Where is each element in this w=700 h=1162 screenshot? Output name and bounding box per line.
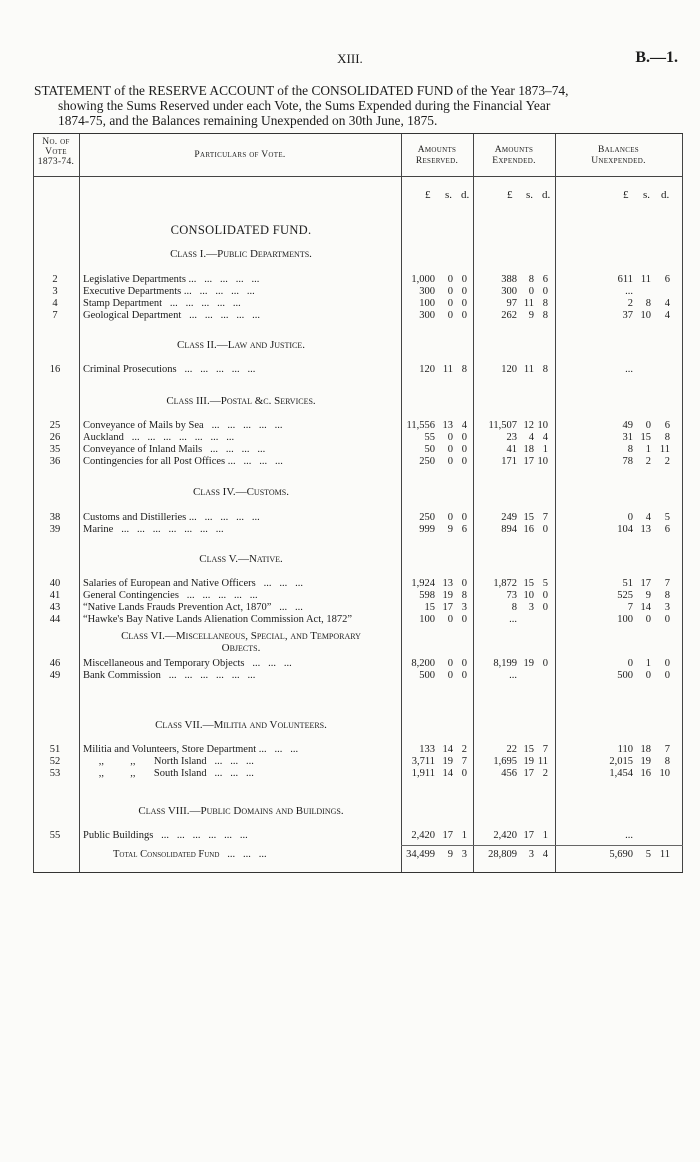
reserve-account-table bbox=[33, 133, 683, 873]
table-row bbox=[33, 744, 683, 756]
expended-pounds: 11,507 bbox=[488, 420, 517, 431]
expended-shillings: 15 bbox=[523, 512, 534, 523]
class-heading bbox=[81, 805, 401, 817]
particulars: Public Buildings ... ... ... ... ... ... bbox=[83, 830, 248, 841]
expended-pounds: 456 bbox=[501, 768, 517, 779]
vote-number: 26 bbox=[49, 432, 61, 443]
balances-column-header: Balances Unexpended. bbox=[591, 145, 646, 166]
balance-shillings: 16 bbox=[640, 768, 651, 779]
table-row bbox=[33, 830, 683, 842]
balance-shillings: 8 bbox=[645, 298, 651, 309]
reserved-pence: 0 bbox=[461, 670, 467, 681]
balance-shillings: 0 bbox=[645, 420, 651, 431]
particulars: Militia and Volunteers, Store Department ... ... ... bbox=[83, 744, 299, 755]
particulars: Auckland ... ... ... ... ... ... ... bbox=[83, 432, 235, 443]
particulars: Customs and Distilleries ... ... ... ... ... bbox=[83, 512, 260, 523]
expended-pounds: 73 bbox=[506, 590, 517, 601]
reserved-shillings: 0 bbox=[447, 444, 453, 455]
expended-pence: 1 bbox=[542, 444, 548, 455]
balance-pounds: 110 bbox=[617, 744, 633, 755]
statement-title-line-3: 1874-75, and the Balances remaining Unexpended on 30th June, 1875. bbox=[58, 113, 438, 128]
reserved-pence: 3 bbox=[461, 602, 467, 613]
reserved-pounds: 8,200 bbox=[411, 658, 435, 669]
statement-title bbox=[34, 83, 682, 128]
expended-pounds: 8 bbox=[511, 602, 517, 613]
expended-shillings: 11 bbox=[523, 298, 534, 309]
expended-pence: 0 bbox=[542, 602, 548, 613]
expended-pence-label: d. bbox=[542, 189, 551, 201]
expended-shillings: 17 bbox=[523, 768, 534, 779]
table-row bbox=[33, 310, 683, 322]
reserved-pounds: 50 bbox=[424, 444, 435, 455]
page-number: XIII. bbox=[337, 51, 363, 66]
reserved-pence: 0 bbox=[461, 298, 467, 309]
balance-pounds: ... bbox=[625, 830, 633, 841]
balance-pounds: 0 bbox=[627, 512, 633, 523]
table-row bbox=[33, 364, 683, 376]
balance-shillings: 4 bbox=[645, 512, 651, 523]
balance-pence: 10 bbox=[659, 768, 670, 779]
particulars: ,, ,, South Island ... ... ... bbox=[83, 768, 254, 779]
particulars: Stamp Department ... ... ... ... ... bbox=[83, 298, 241, 309]
balance-shillings: 0 bbox=[645, 614, 651, 625]
reserved-pounds: 250 bbox=[419, 512, 435, 523]
vote-column-header: No. of Vote 1873-74. bbox=[37, 137, 75, 167]
expended-pounds: 1,695 bbox=[493, 756, 517, 767]
table-row bbox=[33, 286, 683, 298]
reserved-pence: 0 bbox=[461, 456, 467, 467]
total-rule bbox=[401, 845, 683, 846]
class-heading-text: Class VIII.—Public Domains and Buildings. bbox=[138, 805, 344, 817]
balance-shillings: 18 bbox=[640, 744, 651, 755]
balance-shillings: 11 bbox=[640, 274, 651, 285]
vote-number: 49 bbox=[49, 670, 61, 681]
expended-pounds: 23 bbox=[506, 432, 517, 443]
reserved-pound-label: £ bbox=[425, 189, 431, 201]
balance-pounds: 0 bbox=[627, 658, 633, 669]
reserved-pounds: 300 bbox=[419, 310, 435, 321]
reserved-shillings: 19 bbox=[442, 756, 453, 767]
fund-title: CONSOLIDATED FUND. bbox=[170, 223, 312, 237]
expended-shillings: 17 bbox=[523, 456, 534, 467]
table-row bbox=[33, 670, 683, 682]
expended-shillings: 3 bbox=[528, 849, 534, 860]
particulars: Conveyance of Inland Mails ... ... ... ... bbox=[83, 444, 266, 455]
balance-shillings: 15 bbox=[640, 432, 651, 443]
expended-pounds: ... bbox=[509, 670, 517, 681]
expended-shillings: 15 bbox=[523, 744, 534, 755]
class-heading bbox=[81, 395, 401, 407]
reserved-pence: 0 bbox=[461, 658, 467, 669]
vote-number: 39 bbox=[49, 524, 61, 535]
vote-number: 25 bbox=[49, 420, 61, 431]
expended-pence: 0 bbox=[542, 286, 548, 297]
balance-pounds: 104 bbox=[617, 524, 633, 535]
particulars: Marine ... ... ... ... ... ... ... bbox=[83, 524, 224, 535]
expended-shillings: 0 bbox=[528, 286, 534, 297]
expended-pounds: 262 bbox=[501, 310, 517, 321]
expended-shillings: 15 bbox=[523, 578, 534, 589]
vote-number: 40 bbox=[49, 578, 61, 589]
expended-shillings: 18 bbox=[523, 444, 534, 455]
reserved-pounds: 100 bbox=[419, 614, 435, 625]
class-heading-text: Class VI.—Miscellaneous, Special, and Temporary bbox=[121, 630, 361, 642]
class-heading bbox=[81, 719, 401, 731]
table-row bbox=[33, 444, 683, 456]
reserved-pence: 1 bbox=[461, 830, 467, 841]
reserved-pence: 0 bbox=[461, 578, 467, 589]
reserved-pence: 4 bbox=[461, 420, 467, 431]
balance-pence: 0 bbox=[664, 614, 670, 625]
table-row bbox=[33, 298, 683, 310]
expended-pound-label: £ bbox=[507, 189, 513, 201]
expended-pounds: 171 bbox=[501, 456, 517, 467]
vote-number: 35 bbox=[49, 444, 61, 455]
expended-pounds: 22 bbox=[506, 744, 517, 755]
particulars: Bank Commission ... ... ... ... ... ... bbox=[83, 670, 256, 681]
expended-shillings: 9 bbox=[528, 310, 534, 321]
expended-pounds: 388 bbox=[501, 274, 517, 285]
balance-shillings: 1 bbox=[645, 444, 651, 455]
vote-number: 46 bbox=[49, 658, 61, 669]
expended-pounds: 249 bbox=[501, 512, 517, 523]
expended-shillings: 19 bbox=[523, 756, 534, 767]
class-heading bbox=[81, 486, 401, 498]
expended-pounds: 894 bbox=[501, 524, 517, 535]
reserved-pence: 3 bbox=[461, 849, 467, 860]
reserved-pounds: 34,499 bbox=[406, 849, 435, 860]
balance-pounds: 611 bbox=[617, 274, 633, 285]
balance-shilling-label: s. bbox=[643, 189, 651, 201]
table-row bbox=[33, 456, 683, 468]
vote-number: 52 bbox=[49, 756, 61, 767]
balance-shillings: 0 bbox=[645, 670, 651, 681]
reserved-pence: 0 bbox=[461, 286, 467, 297]
expended-pounds: 300 bbox=[501, 286, 517, 297]
reserved-shillings: 14 bbox=[442, 744, 453, 755]
balance-shillings: 19 bbox=[640, 756, 651, 767]
reserved-pounds: 999 bbox=[419, 524, 435, 535]
balance-pounds: 525 bbox=[617, 590, 633, 601]
vote-number: 51 bbox=[49, 744, 61, 755]
expended-pounds: 28,809 bbox=[488, 849, 517, 860]
reserved-pounds: 100 bbox=[419, 298, 435, 309]
reserved-pounds: 11,556 bbox=[406, 420, 435, 431]
balance-pence: 8 bbox=[664, 756, 670, 767]
reserved-shillings: 0 bbox=[447, 310, 453, 321]
reserved-pounds: 1,924 bbox=[411, 578, 435, 589]
particulars: Geological Department ... ... ... ... ... bbox=[83, 310, 261, 321]
class-heading-text: Class V.—Native. bbox=[199, 553, 283, 565]
expended-pence: 7 bbox=[542, 512, 548, 523]
reserved-pence: 0 bbox=[461, 274, 467, 285]
reserved-pence: 0 bbox=[461, 432, 467, 443]
particulars: Conveyance of Mails by Sea ... ... ... ... ... bbox=[83, 420, 283, 431]
balance-shillings: 13 bbox=[640, 524, 651, 535]
reserved-shillings: 0 bbox=[447, 614, 453, 625]
balance-pence: 3 bbox=[664, 602, 670, 613]
expended-pounds: ... bbox=[509, 614, 517, 625]
reserved-column-header: Amounts Reserved. bbox=[415, 145, 459, 166]
vote-number: 38 bbox=[49, 512, 61, 523]
particulars: “Native Lands Frauds Prevention Act, 1870” ... ... bbox=[83, 602, 303, 613]
statement-title-line-1: STATEMENT of the RESERVE ACCOUNT of the CONSOLIDATED FUND of the Year 1873–74, bbox=[34, 83, 569, 98]
balance-pence: 11 bbox=[659, 849, 670, 860]
balance-pounds: ... bbox=[625, 364, 633, 375]
balance-pence: 0 bbox=[664, 658, 670, 669]
balance-pence: 7 bbox=[664, 744, 670, 755]
vote-number: 43 bbox=[49, 602, 61, 613]
balance-pence: 6 bbox=[664, 274, 670, 285]
reserved-shillings: 0 bbox=[447, 298, 453, 309]
reserved-pounds: 1,000 bbox=[411, 274, 435, 285]
reserved-shillings: 13 bbox=[442, 578, 453, 589]
vote-number: 41 bbox=[49, 590, 61, 601]
class-heading-text: Class VII.—Militia and Volunteers. bbox=[155, 719, 327, 731]
reserved-shillings: 9 bbox=[447, 849, 453, 860]
vote-number: 7 bbox=[52, 310, 58, 321]
balance-pounds: 7 bbox=[627, 602, 633, 613]
balance-pence: 6 bbox=[664, 524, 670, 535]
table-row bbox=[33, 590, 683, 602]
expended-pence: 0 bbox=[542, 658, 548, 669]
particulars: Executive Departments ... ... ... ... ... bbox=[83, 286, 255, 297]
vote-number: 3 bbox=[52, 286, 58, 297]
expended-pence: 10 bbox=[537, 456, 548, 467]
reserved-pence: 0 bbox=[461, 768, 467, 779]
balance-pounds: 37 bbox=[622, 310, 633, 321]
balance-pence: 7 bbox=[664, 578, 670, 589]
expended-pence: 8 bbox=[542, 364, 548, 375]
particulars: Salaries of European and Native Officers ... ... ... bbox=[83, 578, 303, 589]
balance-shillings: 17 bbox=[640, 578, 651, 589]
reserved-pence: 0 bbox=[461, 512, 467, 523]
reserved-pounds: 300 bbox=[419, 286, 435, 297]
balance-pound-label: £ bbox=[623, 189, 629, 201]
table-row bbox=[33, 756, 683, 768]
total-row bbox=[33, 849, 683, 861]
expended-shilling-label: s. bbox=[526, 189, 534, 201]
balance-pence: 5 bbox=[664, 512, 670, 523]
class-heading bbox=[81, 248, 401, 260]
expended-pence: 7 bbox=[542, 744, 548, 755]
expended-pounds: 8,199 bbox=[493, 658, 517, 669]
balance-shillings: 1 bbox=[645, 658, 651, 669]
reserved-shillings: 14 bbox=[442, 768, 453, 779]
reserved-shillings: 0 bbox=[447, 286, 453, 297]
reserved-pence: 0 bbox=[461, 444, 467, 455]
expended-pence: 5 bbox=[542, 578, 548, 589]
balance-pounds: 51 bbox=[622, 578, 633, 589]
balance-pounds: 1,454 bbox=[609, 768, 633, 779]
expended-shillings: 19 bbox=[523, 658, 534, 669]
vote-number: 44 bbox=[49, 614, 61, 625]
expended-pence: 8 bbox=[542, 310, 548, 321]
reserved-pounds: 2,420 bbox=[411, 830, 435, 841]
balance-pounds: 500 bbox=[617, 670, 633, 681]
expended-shillings: 17 bbox=[523, 830, 534, 841]
reserved-pounds: 598 bbox=[419, 590, 435, 601]
expended-shillings: 12 bbox=[523, 420, 534, 431]
class-heading bbox=[81, 630, 401, 654]
balance-shillings: 14 bbox=[640, 602, 651, 613]
reserved-shillings: 11 bbox=[442, 364, 453, 375]
expended-pounds: 97 bbox=[506, 298, 517, 309]
balance-pounds: 49 bbox=[622, 420, 633, 431]
expended-pence: 0 bbox=[542, 524, 548, 535]
expended-pence: 4 bbox=[542, 849, 548, 860]
balance-pounds: 100 bbox=[617, 614, 633, 625]
reserved-pounds: 15 bbox=[424, 602, 435, 613]
reserved-pounds: 120 bbox=[419, 364, 435, 375]
reserved-shillings: 0 bbox=[447, 670, 453, 681]
reserved-pence: 0 bbox=[461, 614, 467, 625]
reserved-pence-label: d. bbox=[461, 189, 470, 201]
table-row bbox=[33, 768, 683, 780]
particulars: General Contingencies ... ... ... ... ... bbox=[83, 590, 258, 601]
balance-pence: 0 bbox=[664, 670, 670, 681]
table-row bbox=[33, 602, 683, 614]
reserved-pence: 7 bbox=[461, 756, 467, 767]
expended-shillings: 16 bbox=[523, 524, 534, 535]
reserved-shillings: 17 bbox=[442, 830, 453, 841]
reserved-pence: 8 bbox=[461, 590, 467, 601]
reserved-pence: 2 bbox=[461, 744, 467, 755]
expended-column-header: Amounts Expended. bbox=[492, 145, 536, 166]
balance-pounds: ... bbox=[625, 286, 633, 297]
class-heading bbox=[81, 339, 401, 351]
expended-pence: 4 bbox=[542, 432, 548, 443]
balance-pence: 6 bbox=[664, 420, 670, 431]
reserved-pounds: 500 bbox=[419, 670, 435, 681]
expended-pence: 8 bbox=[542, 298, 548, 309]
expended-shillings: 8 bbox=[528, 274, 534, 285]
reserved-pence: 0 bbox=[461, 310, 467, 321]
table-row bbox=[33, 432, 683, 444]
balance-pence: 8 bbox=[664, 590, 670, 601]
balance-shillings: 2 bbox=[645, 456, 651, 467]
particulars-column-header: Particulars of Vote. bbox=[194, 150, 286, 160]
particulars: Legislative Departments ... ... ... ... ... bbox=[83, 274, 260, 285]
balance-pounds: 31 bbox=[622, 432, 633, 443]
class-heading-text: Class I.—Public Departments. bbox=[170, 248, 312, 260]
reserved-pence: 6 bbox=[461, 524, 467, 535]
reserved-shillings: 0 bbox=[447, 274, 453, 285]
reserved-pounds: 133 bbox=[419, 744, 435, 755]
expended-pounds: 1,872 bbox=[493, 578, 517, 589]
vote-number: 16 bbox=[49, 364, 61, 375]
reserved-pounds: 55 bbox=[424, 432, 435, 443]
balance-pence: 11 bbox=[659, 444, 670, 455]
balance-pence: 4 bbox=[664, 310, 670, 321]
balance-pounds: 78 bbox=[622, 456, 633, 467]
table-row bbox=[33, 524, 683, 536]
expended-pounds: 120 bbox=[501, 364, 517, 375]
reserved-shillings: 0 bbox=[447, 512, 453, 523]
balance-pounds: 2,015 bbox=[609, 756, 633, 767]
reserved-shillings: 0 bbox=[447, 658, 453, 669]
class-heading bbox=[81, 553, 401, 565]
expended-shillings: 11 bbox=[523, 364, 534, 375]
reserved-pounds: 1,911 bbox=[411, 768, 435, 779]
total-label: Total Consolidated Fund ... ... ... bbox=[113, 849, 267, 860]
expended-shillings: 4 bbox=[528, 432, 534, 443]
class-heading-text: Class III.—Postal &c. Services. bbox=[166, 395, 316, 407]
vote-number: 36 bbox=[49, 456, 61, 467]
table-row bbox=[33, 420, 683, 432]
table-row bbox=[33, 512, 683, 524]
balance-pence: 8 bbox=[664, 432, 670, 443]
particulars: Miscellaneous and Temporary Objects ... ... ... bbox=[83, 658, 292, 669]
balance-pence: 2 bbox=[664, 456, 670, 467]
reserved-shillings: 0 bbox=[447, 432, 453, 443]
expended-shillings: 3 bbox=[528, 602, 534, 613]
particulars: Criminal Prosecutions ... ... ... ... ... bbox=[83, 364, 256, 375]
reference-number: B.—1. bbox=[635, 49, 678, 66]
expended-pence: 6 bbox=[542, 274, 548, 285]
balance-pence-label: d. bbox=[661, 189, 670, 201]
class-heading-text: Class IV.—Customs. bbox=[193, 486, 289, 498]
reserved-pounds: 250 bbox=[419, 456, 435, 467]
reserved-shillings: 9 bbox=[447, 524, 453, 535]
reserved-pence: 8 bbox=[461, 364, 467, 375]
table-row bbox=[33, 578, 683, 590]
balance-shillings: 5 bbox=[645, 849, 651, 860]
balance-pounds: 8 bbox=[627, 444, 633, 455]
balance-pence: 4 bbox=[664, 298, 670, 309]
reserved-shillings: 19 bbox=[442, 590, 453, 601]
expended-pounds: 2,420 bbox=[493, 830, 517, 841]
balance-pounds: 5,690 bbox=[609, 849, 633, 860]
reserved-shillings: 0 bbox=[447, 456, 453, 467]
expended-pence: 2 bbox=[542, 768, 548, 779]
class-heading-text: Class II.—Law and Justice. bbox=[177, 339, 305, 351]
expended-pence: 0 bbox=[542, 590, 548, 601]
balance-pounds: 2 bbox=[627, 298, 633, 309]
reserved-pounds: 3,711 bbox=[411, 756, 435, 767]
vote-number: 53 bbox=[49, 768, 61, 779]
reserved-shillings: 17 bbox=[442, 602, 453, 613]
expended-pence: 1 bbox=[542, 830, 548, 841]
particulars: Contingencies for all Post Offices ... ... ... ... bbox=[83, 456, 283, 467]
table-row bbox=[33, 274, 683, 286]
vote-number: 55 bbox=[49, 830, 61, 841]
reserved-shilling-label: s. bbox=[445, 189, 453, 201]
balance-shillings: 9 bbox=[645, 590, 651, 601]
table-row bbox=[33, 614, 683, 626]
table-row bbox=[33, 658, 683, 670]
particulars: ,, ,, North Island ... ... ... bbox=[83, 756, 254, 767]
reserved-shillings: 13 bbox=[442, 420, 453, 431]
class-heading-text-2: Objects. bbox=[221, 642, 261, 654]
expended-pounds: 41 bbox=[506, 444, 517, 455]
balance-shillings: 10 bbox=[640, 310, 651, 321]
statement-title-line-2: showing the Sums Reserved under each Vote, the Sums Expended during the Financial Year bbox=[58, 98, 551, 113]
vote-number: 4 bbox=[52, 298, 58, 309]
vote-number: 2 bbox=[52, 274, 58, 285]
particulars: “Hawke's Bay Native Lands Alienation Commission Act, 1872” bbox=[83, 614, 353, 625]
expended-pence: 11 bbox=[537, 756, 548, 767]
expended-pence: 10 bbox=[537, 420, 548, 431]
expended-shillings: 10 bbox=[523, 590, 534, 601]
